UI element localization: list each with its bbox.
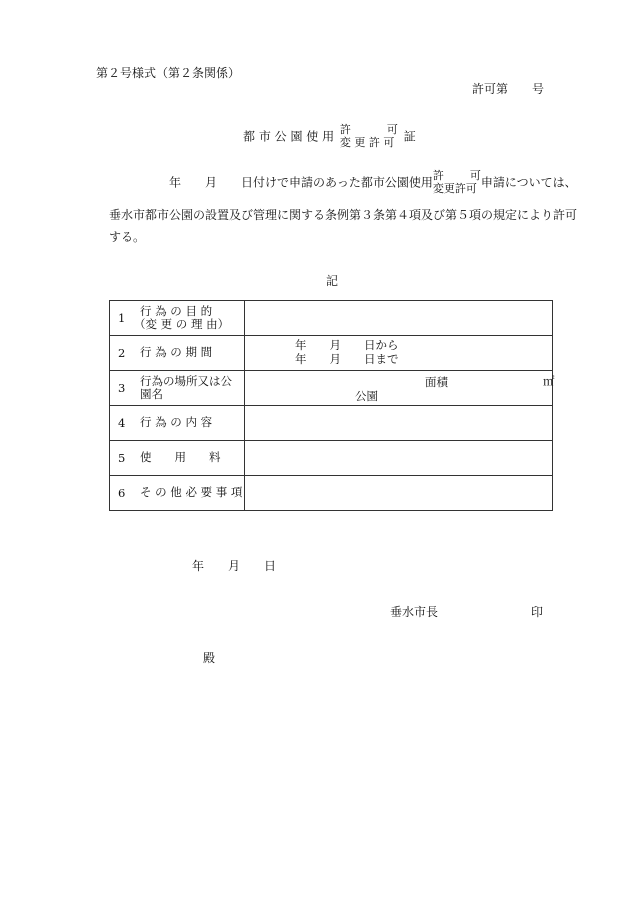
row-label-text: そ の 他 必 要 事 項	[140, 485, 243, 500]
period-to: 年 月 日まで	[295, 352, 399, 366]
row-label-text: 行為の場所又は公	[140, 373, 232, 388]
seal-mark: 印	[531, 605, 544, 619]
ki-heading: 記	[326, 274, 339, 288]
table-row	[110, 406, 553, 441]
table-row	[110, 476, 553, 511]
period-from: 年 月 日から	[295, 338, 399, 353]
table-row	[110, 301, 553, 336]
body-line-2: 垂水市都市公園の設置及び管理に関する条例第３条第４項及び第５項の規定により許可	[109, 208, 578, 222]
body-stack-ka: 可	[469, 169, 481, 182]
row-label-text: 行 為 の 目 的	[140, 303, 213, 318]
table-row	[110, 371, 553, 406]
title-permit-stack	[340, 124, 398, 148]
body-stack-kyo: 許	[432, 169, 444, 182]
row-number: 3	[118, 381, 126, 395]
row-number: 6	[118, 486, 126, 500]
row-label	[110, 301, 245, 336]
row-number: 2	[118, 346, 126, 360]
body-stack-henko: 変更許可	[432, 182, 477, 195]
row-label	[110, 441, 245, 476]
title-stack-kyo: 許	[339, 123, 351, 136]
row-value[interactable]	[245, 441, 553, 476]
row-value[interactable]	[245, 301, 553, 336]
area-label: 面積	[425, 375, 448, 389]
permit-number: 許可第 号	[472, 82, 545, 96]
row-number: 5	[118, 451, 126, 465]
issue-date: 年 月 日	[192, 559, 277, 573]
park-label: 公園	[355, 389, 378, 403]
row-number: 4	[118, 416, 126, 430]
row-label	[110, 336, 245, 371]
row-value[interactable]	[245, 406, 553, 441]
row-label	[110, 476, 245, 511]
row-value[interactable]	[245, 371, 553, 406]
title-suffix: 証	[403, 129, 416, 144]
body-line-1	[169, 170, 577, 194]
record-table	[109, 300, 553, 511]
body-permit-stack	[433, 170, 481, 194]
row-label-subtext: 園名	[140, 387, 163, 401]
row-label-text: 使 用 料	[140, 450, 221, 465]
body-date-text: 年 月 日付けで申請のあった都市公園使用	[169, 175, 433, 190]
body-line-3: する。	[109, 230, 146, 244]
row-label-subtext: （変 更 の 理 由）	[134, 317, 230, 331]
row-label	[110, 371, 245, 406]
table-row	[110, 336, 553, 371]
title-stack-henko: 変 更 許 可	[339, 136, 395, 149]
row-value[interactable]	[245, 476, 553, 511]
body-line1-end: 申請については、	[480, 175, 577, 190]
table-row	[110, 441, 553, 476]
page-title	[243, 124, 416, 148]
row-label-text: 行 為 の 内 容	[140, 415, 213, 430]
row-value[interactable]	[245, 336, 553, 371]
title-stack-ka: 可	[386, 123, 398, 136]
title-prefix: 都 市 公 園 使 用	[243, 129, 335, 144]
addressee-suffix: 殿	[203, 651, 216, 665]
form-number: 第２号様式（第２条関係）	[96, 66, 241, 80]
mayor-title: 垂水市長	[390, 605, 439, 619]
row-label-text: 行 為 の 期 間	[140, 345, 213, 360]
area-unit: ㎡	[543, 374, 555, 388]
row-label	[110, 406, 245, 441]
row-number: 1	[118, 311, 126, 325]
